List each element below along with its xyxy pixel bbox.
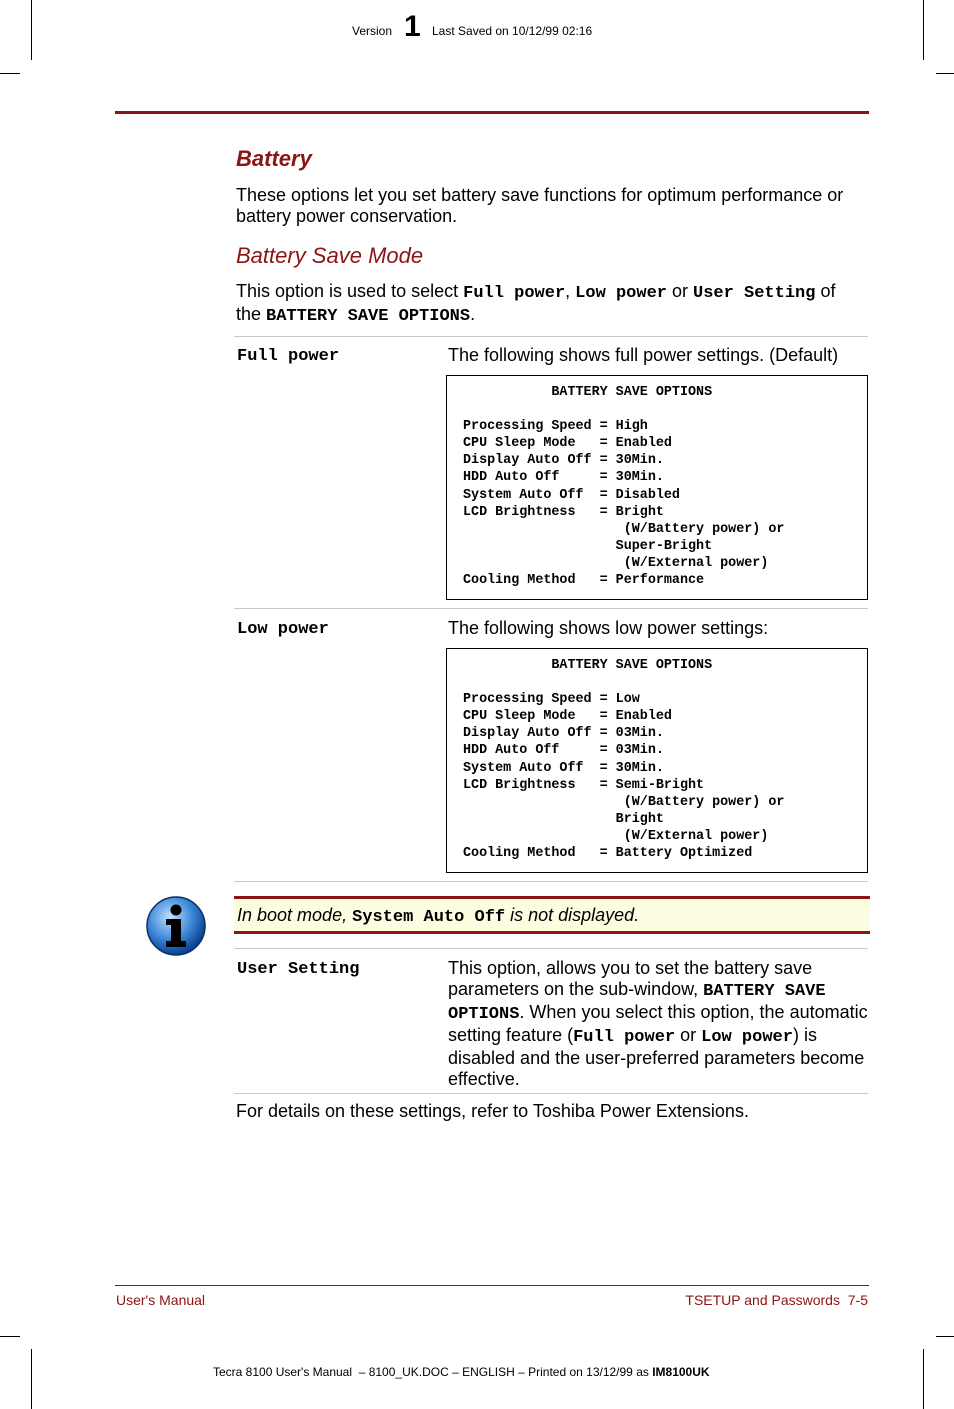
divider — [234, 948, 868, 949]
section-title: Battery — [236, 146, 312, 171]
note-box — [234, 896, 870, 934]
crop-mark — [936, 1336, 954, 1337]
footer-left: User's Manual — [116, 1292, 206, 1308]
subsection-paragraph: This option is used to select Full power, Low power or User Setting of the BATTERY SAVE OPTIONS. — [236, 281, 836, 326]
top-rule — [115, 111, 869, 114]
crop-mark — [31, 1349, 32, 1409]
footer-right: TSETUP and Passwords 7-5 — [685, 1292, 868, 1308]
full-power-desc: The following shows full power settings. (Default) — [448, 345, 839, 365]
low-power-desc: The following shows low power settings: — [448, 618, 769, 638]
full-power-settings-box — [446, 375, 868, 600]
crop-mark — [936, 73, 954, 74]
user-setting-desc: This option, allows you to set the battery save parameters on the sub-window, BATTERY SAVE OPTIONS. When you select this option, the automatic setting feature (Full power or Low power) is disabled and the user-preferred parameters become effective. — [448, 958, 868, 1089]
divider — [234, 1093, 868, 1094]
footer-rule — [115, 1285, 869, 1286]
low-power-term: Low power — [237, 620, 329, 639]
crop-mark — [923, 1349, 924, 1409]
low-power-settings-box — [446, 648, 868, 873]
print-info: Tecra 8100 User's Manual – 8100_UK.DOC – ENGLISH – Printed on 13/12/99 as IM8100UK — [213, 1365, 710, 1379]
note-text: In boot mode, System Auto Off is not displayed. — [237, 905, 640, 927]
subsection-title: Battery Save Mode — [236, 243, 424, 268]
version-number: 1 — [404, 10, 421, 43]
divider — [234, 336, 868, 337]
divider — [234, 608, 868, 609]
crop-mark — [0, 73, 20, 74]
user-setting-term: User Setting — [237, 960, 360, 979]
full-power-term: Full power — [237, 347, 340, 366]
crop-mark — [31, 0, 32, 60]
full-power-settings: BATTERY SAVE OPTIONS Processing Speed = High CPU Sleep Mode = Enabled Display Auto Off = 30Min. HDD Auto Off = 30Min. System Auto Off = Disabled LCD Brightness = Bright (W/Battery power) or Super-Bright (W/External power) Cooling Method = Performance — [463, 385, 785, 589]
low-power-settings: BATTERY SAVE OPTIONS Processing Speed = Low CPU Sleep Mode = Enabled Display Auto Off = 03Min. HDD Auto Off = 03Min. System Auto Off = 30Min. LCD Brightness = Semi-Bright (W/Battery power) or Bright (W/External power) Cooling Method = Battery Optimized — [463, 658, 785, 862]
divider — [234, 881, 868, 882]
section-intro: These options let you set battery save functions for optimum performance or battery power conservation. — [236, 185, 844, 226]
info-icon — [145, 896, 207, 958]
last-saved: Last Saved on 10/12/99 02:16 — [432, 24, 593, 38]
version-label: Version — [352, 24, 393, 38]
crop-mark — [923, 0, 924, 60]
closing-paragraph: For details on these settings, refer to Toshiba Power Extensions. — [236, 1101, 749, 1121]
crop-mark — [0, 1336, 20, 1337]
